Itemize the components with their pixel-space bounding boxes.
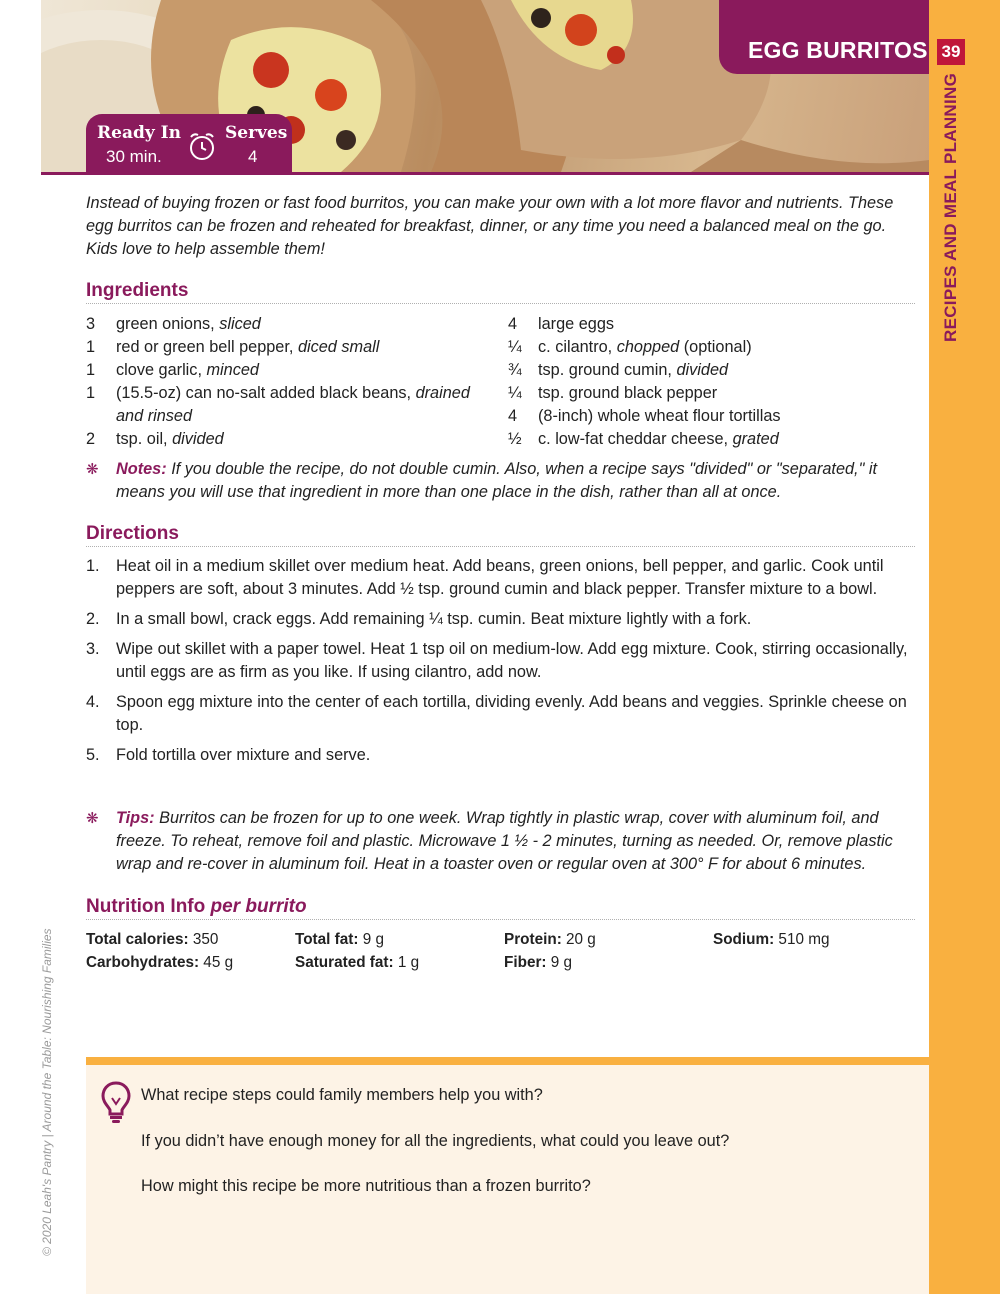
- ingredient-name: tsp. ground black pepper: [538, 384, 718, 402]
- nutrition-grid: [86, 928, 916, 974]
- ingredient-prep: chopped: [616, 338, 680, 356]
- snowflake-bullet-icon: ❋: [86, 810, 99, 827]
- nutrition-label: Sodium:: [713, 931, 775, 948]
- section-label: RECIPES AND MEAL PLANNING: [941, 72, 960, 342]
- ingredient-row: [508, 382, 918, 405]
- ingredients-notes: [86, 458, 916, 504]
- ingredient-name: large eggs: [538, 315, 615, 333]
- nutrition-label: Saturated fat:: [295, 954, 394, 971]
- nutrition-item: [295, 951, 504, 974]
- ingredient-name: red or green bell pepper,: [116, 338, 298, 356]
- alarm-clock-icon: [188, 131, 216, 161]
- nutrition-item: [86, 951, 295, 974]
- ingredient-name: tsp. ground cumin,: [538, 361, 677, 379]
- notes-text: If you double the recipe, do not double cumin. Also, when a recipe says "divided" or "separated," it means you will use that ingredient in more than one place in the dish, rather than all at once.: [116, 460, 878, 501]
- ingredient-prep: minced: [206, 361, 259, 379]
- notes-label: Notes:: [116, 460, 167, 478]
- step-text: Heat oil in a medium skillet over medium heat. Add beans, green onions, bell pepper, and garlic. Cook until peppers are soft, about 3 minutes. Add ½ tsp. ground cumin and black pepper. Transfer mixture to a bowl.: [116, 557, 884, 598]
- ingredient-name: c. cilantro,: [538, 338, 617, 356]
- ingredient-row: [508, 405, 918, 428]
- ingredient-qty: 1: [86, 338, 96, 356]
- step-number: 4.: [86, 693, 100, 711]
- ingredient-prep: grated: [732, 430, 779, 448]
- ingredient-row: [508, 359, 918, 382]
- discussion-question: What recipe steps could family members help you with?: [141, 1086, 543, 1104]
- nutrition-value: 9 g: [358, 931, 384, 948]
- nutrition-heading-em: per burrito: [210, 896, 307, 917]
- tips-text: Burritos can be frozen for up to one week. Wrap tightly in plastic wrap, cover with aluminum foil, and freeze. To reheat, remove foil and plastic. Microwave 1 ½ - 2 minutes, turning as needed. Or, remove plastic wrap and re-cover in aluminum foil. Heat in a toaster oven or regular oven at 300° F for about 6 minutes.: [116, 809, 893, 873]
- nutrition-value: 20 g: [561, 931, 596, 948]
- ingredient-prep: divided: [172, 430, 224, 448]
- ingredient-name: clove garlic,: [116, 361, 207, 379]
- ingredient-qty: 2: [86, 430, 96, 448]
- recipe-intro: Instead of buying frozen or fast food burritos, you can make your own with a lot more flavor and nutrients. These egg burritos can be frozen and reheated for breakfast, dinner, or any time you need a balanced meal on the go. Kids love to help assemble them!: [86, 194, 894, 258]
- discussion-top-bar: [86, 1057, 929, 1065]
- ingredient-prep: sliced: [219, 315, 261, 333]
- step-number: 3.: [86, 640, 100, 658]
- ingredient-row: [86, 428, 496, 451]
- nutrition-value: 1 g: [393, 954, 420, 971]
- ingredients-left-column: [86, 313, 496, 451]
- ingredient-row: [508, 313, 918, 336]
- ingredient-name: (15.5-oz) can no-salt added black beans,: [116, 384, 416, 402]
- ingredient-suffix: (optional): [679, 338, 752, 356]
- ingredient-row: [508, 428, 918, 451]
- nutrition-value: 350: [188, 931, 219, 948]
- discussion-question: How might this recipe be more nutritious than a frozen burrito?: [141, 1177, 591, 1195]
- nutrition-item: [86, 928, 295, 951]
- step-text: Fold tortilla over mixture and serve.: [116, 746, 371, 764]
- nutrition-item: [504, 928, 713, 951]
- nutrition-item: [295, 928, 504, 951]
- ingredient-qty: 1: [86, 384, 96, 402]
- nutrition-label: Fiber:: [504, 954, 547, 971]
- ingredient-prep: divided: [676, 361, 729, 379]
- discussion-question: If you didn’t have enough money for all the ingredients, what could you leave out?: [141, 1132, 730, 1150]
- recipe-title: EGG BURRITOS: [748, 37, 928, 63]
- ingredient-prep: diced small: [297, 338, 380, 356]
- copyright-credit: © 2020 Leah's Pantry | Around the Table: Nourishing Families: [40, 928, 54, 1256]
- lightbulb-icon: [100, 1080, 132, 1124]
- ingredient-row: [86, 336, 496, 359]
- direction-step: [86, 608, 916, 631]
- ingredient-qty: ¾: [508, 361, 522, 379]
- ingredient-name: tsp. oil,: [116, 430, 173, 448]
- ingredient-qty: ½: [508, 430, 522, 448]
- step-number: 1.: [86, 557, 100, 575]
- ready-in-value: 30 min.: [106, 147, 162, 166]
- directions-tips: [86, 807, 916, 876]
- direction-step: [86, 691, 916, 737]
- serves-label: Serves: [225, 123, 288, 143]
- ingredient-qty: ¼: [508, 338, 522, 356]
- ingredient-qty: 4: [508, 315, 518, 333]
- ingredient-qty: 1: [86, 361, 96, 379]
- nutrition-item: [713, 928, 913, 951]
- ingredient-name: green onions,: [116, 315, 220, 333]
- nutrition-label: Total calories:: [86, 931, 189, 948]
- nutrition-value: 9 g: [546, 954, 573, 971]
- ingredient-row: [508, 336, 918, 359]
- snowflake-bullet-icon: ❋: [86, 461, 99, 478]
- ingredients-right-column: [508, 313, 918, 451]
- nutrition-heading-text: Nutrition Info: [86, 896, 211, 917]
- nutrition-label: Protein:: [504, 931, 562, 948]
- directions-heading: Directions: [86, 523, 915, 547]
- directions-steps: [86, 555, 916, 774]
- ingredients-heading: Ingredients: [86, 280, 915, 304]
- nutrition-item: [504, 951, 713, 974]
- ingredient-qty: 4: [508, 407, 518, 425]
- tips-label: Tips:: [116, 809, 155, 827]
- step-text: Wipe out skillet with a paper towel. Heat 1 tsp oil on medium-low. Add egg mixture. Cook, stirring occasionally, until eggs are as firm as you like. If using cilantro, add now.: [116, 640, 908, 681]
- ingredient-qty: ¼: [508, 384, 522, 402]
- ingredient-prep: drained and rinsed: [116, 384, 470, 425]
- nutrition-value: 45 g: [199, 954, 234, 971]
- nutrition-heading: [86, 896, 915, 920]
- nutrition-label: Total fat:: [295, 931, 359, 948]
- ingredient-qty: 3: [86, 315, 96, 333]
- ready-in-label: Ready In: [97, 123, 181, 143]
- ingredient-name: (8-inch) whole wheat flour tortillas: [538, 407, 781, 425]
- direction-step: [86, 638, 916, 684]
- nutrition-value: 510 mg: [774, 931, 830, 948]
- step-number: 5.: [86, 746, 100, 764]
- ingredient-row: [86, 359, 496, 382]
- step-number: 2.: [86, 610, 100, 628]
- direction-step: [86, 744, 916, 767]
- step-text: In a small bowl, crack eggs. Add remaining ¼ tsp. cumin. Beat mixture lightly with a fork.: [116, 610, 752, 628]
- direction-step: [86, 555, 916, 601]
- ingredient-row: [86, 382, 496, 428]
- serves-value: 4: [248, 147, 258, 166]
- nutrition-label: Carbohydrates:: [86, 954, 200, 971]
- ingredient-row: [86, 313, 496, 336]
- ingredient-name: c. low-fat cheddar cheese,: [538, 430, 733, 448]
- step-text: Spoon egg mixture into the center of each tortilla, dividing evenly. Add beans and veggies. Sprinkle cheese on top.: [116, 693, 907, 734]
- page-number: 39: [937, 39, 965, 65]
- side-band: [929, 0, 1000, 1294]
